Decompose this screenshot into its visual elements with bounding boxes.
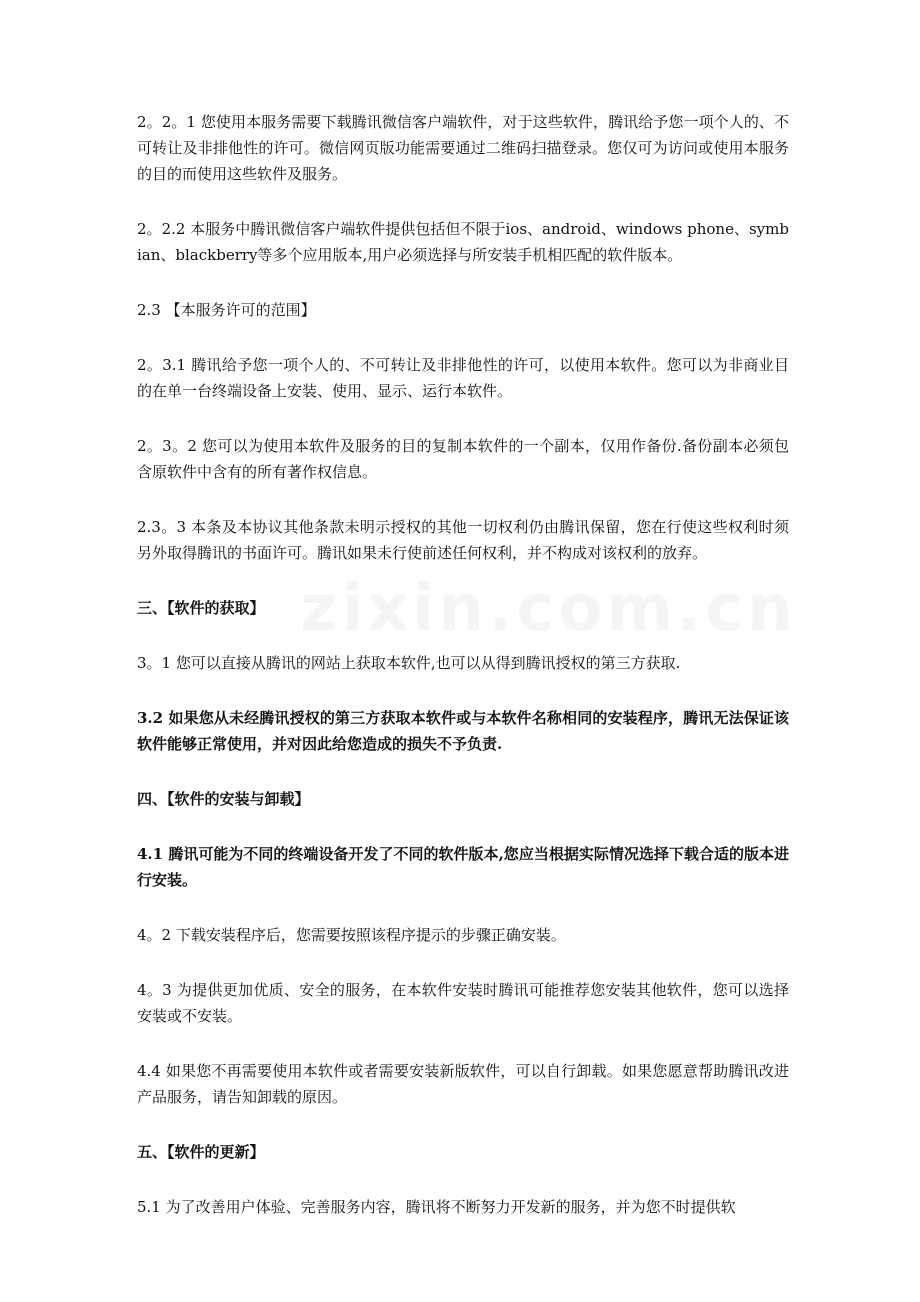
paragraph-4-3: 4。3 为提供更加优质、安全的服务，在本软件安装时腾讯可能推荐您安装其他软件，您可以选择安装或不安装。 <box>137 981 789 1025</box>
paragraph-3-1: 3。1 您可以直接从腾讯的网站上获取本软件,也可以从得到腾讯授权的第三方获取. <box>137 654 681 672</box>
watermark: zixin.com.cn <box>300 572 797 646</box>
paragraph-2-2-1: 2。2。1 您使用本服务需要下载腾讯微信客户端软件，对于这些软件，腾讯给予您一项个人的、不可转让及非排他性的许可。微信网页版功能需要通过二维码扫描登录。您仅可为访问或使用本服务的目的而使用这些软件及服务。 <box>137 113 789 183</box>
paragraph-4-2: 4。2 下载安装程序后，您需要按照该程序提示的步骤正确安装。 <box>137 926 566 944</box>
paragraph-2-3-3: 2.3。3 本条及本协议其他条款未明示授权的其他一切权利仍由腾讯保留，您在行使这些权利时须另外取得腾讯的书面许可。腾讯如果未行使前述任何权利，并不构成对该权利的放弃。 <box>137 518 789 562</box>
paragraph-4-4: 4.4 如果您不再需要使用本软件或者需要安装新版软件，可以自行卸载。如果您愿意帮助腾讯改进产品服务，请告知卸载的原因。 <box>137 1062 789 1106</box>
paragraph-2-2-2: 2。2.2 本服务中腾讯微信客户端软件提供包括但不限于ios、android、windows phone、symbian、blackberry等多个应用版本,用户必须选择与所安装手机相匹配的软件版本。 <box>137 220 789 264</box>
paragraph-4-1: 4.1 腾讯可能为不同的终端设备开发了不同的软件版本,您应当根据实际情况选择下载合适的版本进行安装。 <box>137 845 789 889</box>
section-heading-3: 三、【软件的获取】 <box>137 599 265 617</box>
paragraph-5-1: 5.1 为了改善用户体验、完善服务内容，腾讯将不断努力开发新的服务，并为您不时提供软 <box>137 1198 736 1216</box>
document-body <box>137 109 789 1249</box>
paragraph-2-3-1: 2。3.1 腾讯给予您一项个人的、不可转让及非排他性的许可，以使用本软件。您可以为非商业目的在单一台终端设备上安装、使用、显示、运行本软件。 <box>137 356 789 400</box>
paragraph-3-2: 3.2 如果您从未经腾讯授权的第三方获取本软件或与本软件名称相同的安装程序，腾讯无法保证该软件能够正常使用，并对因此给您造成的损失不予负责. <box>137 709 789 753</box>
section-heading-5: 五、【软件的更新】 <box>137 1143 265 1161</box>
section-heading-2-3: 2.3 【本服务许可的范围】 <box>137 301 316 319</box>
section-heading-4: 四、【软件的安装与卸载】 <box>137 790 310 808</box>
paragraph-2-3-2: 2。3。2 您可以为使用本软件及服务的目的复制本软件的一个副本，仅用作备份.备份副本必须包含原软件中含有的所有著作权信息。 <box>137 437 789 481</box>
